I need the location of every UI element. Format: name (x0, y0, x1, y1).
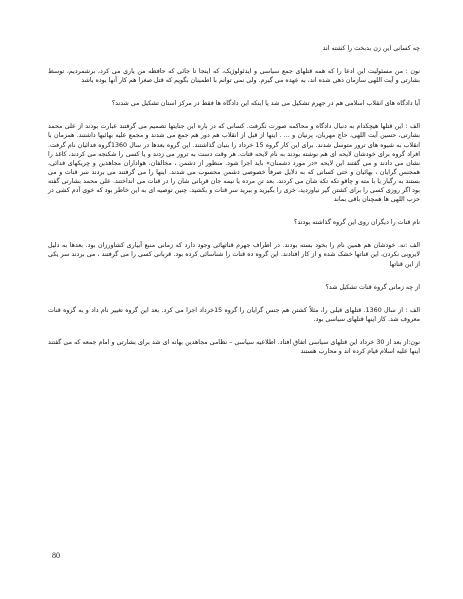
paragraph-question-courts: آیا دادگاه های انقلاب اسلامی هم در جهرم تشکیل می شد یا اینکه این دادگاه ها فقط در مرکز استان تشکیل می شدند؟ (111, 100, 420, 108)
paragraph-alef-qanat: الف :نه. خودشان هم همین نام را بخود بسته بودند. در اطراف جهرم قناتهائی وجود دارد که زمانی منبع آبیاری کشاورزان بود. بعدها به دلیل لایروبی نکردن، این قناتها خشک شده و از کار افتادند. این گروه ده قنات را شناسائی کرده بود. قربانی کسی را می گرفتند ، می بردند سر یکی از این قناتها (48, 242, 420, 268)
page-number: 80 (52, 551, 60, 560)
document-page (48, 44, 420, 356)
paragraph-question-when: از چه زمانی گروه قنات تشکیل شد؟ (325, 283, 420, 291)
paragraph-question-name: نام قنات را دیگران روی این گروه گذاشته بودند؟ (294, 219, 420, 227)
paragraph-heading: چه کسانی این زن بدبخت را کشته اند (322, 45, 420, 52)
paragraph-noon-khordad: نون:از بعد از 30 خرداد این قتلهای سیاسی اتفاق افتاد. اطلاعیه سیاسی – نظامی مجاهدین بهانه ای شد برای بشارتی و امام جمعه که می گفتند اینها علیه اسلام قیام کرده اند و محارب هستند (48, 338, 420, 355)
paragraph-alef-1360: الف : از سال 1360. قتلهای قبلی را، مثلاً کشتن هم جنس گرایان را گروه 15خرداد اجرا می کرد. بعد این گروه تغییر نام داد و به گروه قنات معروف شد. کار اینها قتلهای سیاسی بود. (48, 306, 421, 323)
paragraph-noon-responsibility: نون : من مسئولیت این ادعا را که همه قتلهای جمع سیاسی و ایدئولوژیک، که اینجا تا جائی که حافظه من یاری می کرد، برشمردیم، توسط بشارتی و آیت اللهی سازمان دهی شده اند، به عهده می گیرم. ولی نمی توانم با اطمینان بگویم که قتل صغرا هم کار آنها بوده باشد (48, 68, 420, 85)
paragraph-alef-killings: الف : این قتلها هیچکدام به دنبال دادگاه و محاکمه صورت نگرفت. کسانی که در باره این جنایتها تصمیم می گرفتند عبارت بودند از علی محمد بشارتی، حسین آیت اللهی، حاج مهربان، پرنیان و ... . اینها از قبل از انقلاب هم دور هم جمع می شدند و مجمع علیه بهائیها داشتند. همزمان با انقلاب به شیوه های ترور متوسل شدند. برای این کار گروه 15 خرداد را بنیان گذاشتند. این گروه بعدها در سال 1360گروه فدائیان نام گرفت. افراد گروه برای خودشان لایحه ای هم نوشته بودند به نام لایحه قتات. هر وقت دست به ترور می زدند و یا کسی را شکنجه می کردند، کاغذ را نشان می دادند و می گفتند این لایحه «در مورد دشمنان» باید اجرا شود. منظور از دشمن ، مخالفان، هواداران مجاهدین و چریکهای فدائی، همجنس گرایان ، بهائیان و حتی کسانی که به دلایل صرفاً خصوصی دشمن محسوب می شدند. اینها را می گرفتند می بردند سر قنات و می بستند به رگبار یا با مته و چاقو تکه تکه شان می کردند. بعد تن مرده یا نیمه جان قربانی شان را در قنات می انداختند. علی محمد بشارتی گفته بود اگر روزی کسی را برای کشتن گیر نیاوردید، خری را بگیرید و ببرید سر قنات و بکشید. چنین توصیه ای به این خاطر بود که خوی آدم کشی در حزب اللهی ها همچنان باقی بماند (48, 123, 420, 204)
